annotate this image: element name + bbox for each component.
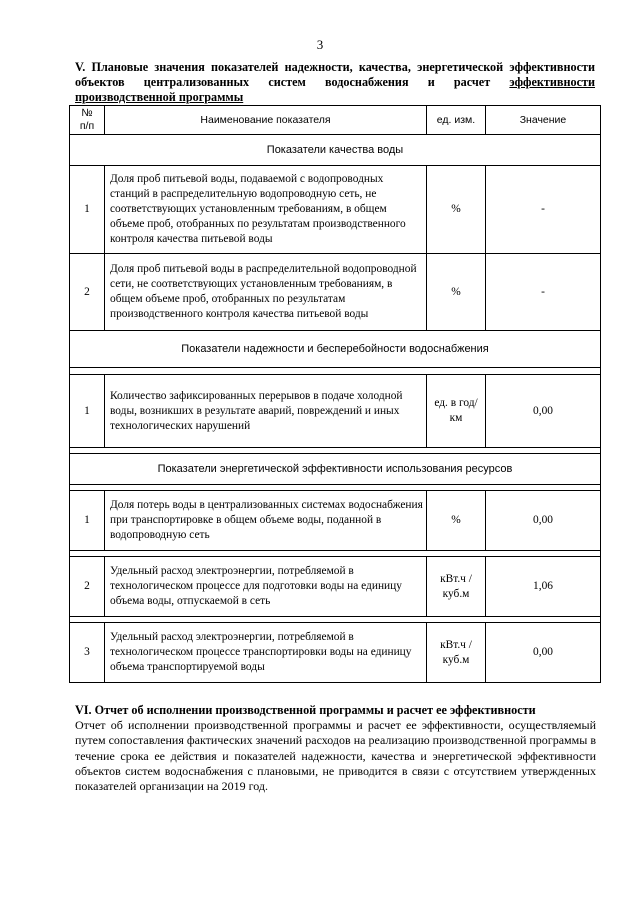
- table-row: [70, 375, 601, 448]
- section-v-title-last: эффективности производственной программы: [75, 75, 596, 104]
- group-row-reliability: [70, 331, 601, 368]
- section-vi-text: Отчет об исполнении производственной программы и расчет ее эффективности, осуществляемый путем сопоставления фактических значений расходов на реализацию производственной программы в течение срока ее действия и показателей надежности, качества и энергетической эффективности объектов систем водоснабжения с плановыми, не приводится в связи с отсутствием утвержденных показателей организации на 2019 год.: [75, 718, 596, 794]
- row-num: 1: [70, 491, 105, 551]
- group-title: Показатели энергетической эффективности использования ресурсов: [70, 454, 601, 485]
- table-row: [70, 623, 601, 683]
- row-num: 1: [70, 166, 105, 254]
- row-num: 3: [70, 623, 105, 683]
- group-title: Показатели надежности и бесперебойности водоснабжения: [70, 331, 601, 368]
- row-name: Доля потерь воды в централизованных системах водоснабжения при транспортировке в общем объеме воды, поданной в водопроводную сеть: [105, 491, 427, 551]
- row-num: 2: [70, 557, 105, 617]
- section-v-title-main: V. Плановые значения показателей надежности, качества, энергетической эффективности объектов централизованных систем водоснабжения и расчет: [75, 60, 595, 89]
- table-row: [70, 254, 601, 331]
- group-row-energy: [70, 454, 601, 485]
- row-name: Доля проб питьевой воды, подаваемой с водопроводных станций в распределительную водопроводную сеть, не соответствующих установленным требованиям, в общем объеме проб, отобранных по результатам производственного контроля качества питьевой воды: [105, 166, 427, 254]
- row-value: 0,00: [486, 491, 601, 551]
- row-num: 2: [70, 254, 105, 331]
- row-name: Доля проб питьевой воды в распределительной водопроводной сети, не соответствующих установленным требованиям, в общем объеме проб, отобранных по результатам производственного контроля качества питьевой воды: [105, 254, 427, 331]
- row-unit: %: [427, 166, 486, 254]
- row-name: Удельный расход электроэнергии, потребляемой в технологическом процессе для подготовки воды на единицу объема воды, отпускаемой в сеть: [105, 557, 427, 617]
- row-value: -: [486, 166, 601, 254]
- row-unit: кВт.ч / куб.м: [427, 557, 486, 617]
- header-name: Наименование показателя: [105, 106, 427, 135]
- section-vi-title: VI. Отчет об исполнении производственной программы и расчет ее эффективности: [75, 703, 536, 717]
- table-row: [70, 491, 601, 551]
- header-value: Значение: [486, 106, 601, 135]
- indicators-table: [69, 105, 601, 683]
- header-num: [70, 106, 105, 135]
- row-unit: %: [427, 491, 486, 551]
- row-unit: %: [427, 254, 486, 331]
- spacer-row: [70, 368, 601, 375]
- header-num-line1: №: [81, 107, 93, 119]
- header-num-line2: п/п: [79, 120, 95, 132]
- row-name: Удельный расход электроэнергии, потребляемой в технологическом процессе транспортировки воды на единицу объема транспортируемой воды: [105, 623, 427, 683]
- header-unit: ед. изм.: [427, 106, 486, 135]
- row-value: 1,06: [486, 557, 601, 617]
- group-title: Показатели качества воды: [70, 135, 601, 166]
- table-header-row: [70, 106, 601, 135]
- table-row: [70, 557, 601, 617]
- row-value: -: [486, 254, 601, 331]
- section-v-title: [75, 60, 595, 105]
- page-number: 3: [316, 37, 324, 52]
- row-value: 0,00: [486, 375, 601, 448]
- row-unit: кВт.ч / куб.м: [427, 623, 486, 683]
- row-num: 1: [70, 375, 105, 448]
- row-name: Количество зафиксированных перерывов в подаче холодной воды, возникших в результате аварий, повреждений и иных технологических нарушений: [105, 375, 427, 448]
- row-unit: ед. в год/ км: [427, 375, 486, 448]
- group-row-quality: [70, 135, 601, 166]
- table-row: [70, 166, 601, 254]
- row-value: 0,00: [486, 623, 601, 683]
